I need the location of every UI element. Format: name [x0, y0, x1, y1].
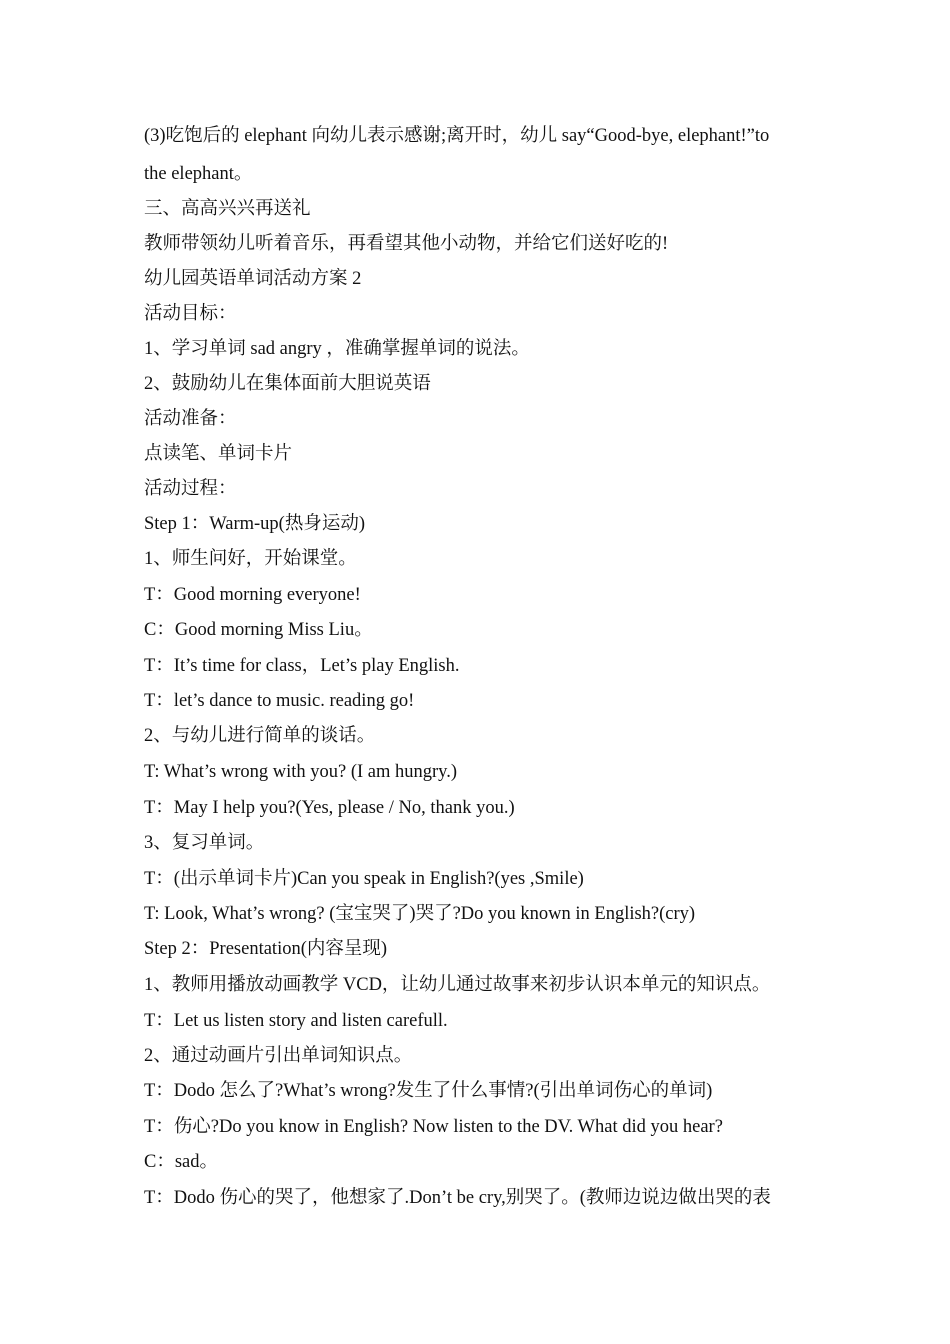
text-line: 点读笔、单词卡片 [144, 444, 293, 464]
dialogue-line: T：let’s dance to music. reading go! [144, 691, 415, 711]
step-heading: Step 1：Warm-up(热身运动) [144, 514, 365, 534]
dialogue-line: T：Good morning everyone! [144, 585, 361, 605]
text-line: 1、学习单词 sad angry ，准确掌握单词的说法。 [144, 339, 530, 359]
dialogue-line: T：(出示单词卡片)Can you speak in English?(yes ,Smile) [144, 869, 584, 889]
section-heading: 活动准备： [144, 409, 237, 429]
text-line: 1、师生问好，开始课堂。 [144, 549, 357, 569]
dialogue-line: T: What’s wrong with you? (I am hungry.) [144, 762, 458, 782]
text-line: 3、复习单词。 [144, 833, 265, 853]
text-line: 2、与幼儿进行简单的谈话。 [144, 726, 376, 746]
dialogue-line: T：It’s time for class，Let’s play English. [144, 656, 460, 676]
dialogue-line: T：伤心?Do you know in English? Now listen to the DV. What did you hear? [144, 1117, 723, 1137]
text-line: the elephant。 [144, 164, 253, 184]
section-heading: 活动过程： [144, 479, 237, 499]
text-line: (3)吃饱后的 elephant 向幼儿表示感谢;离开时，幼儿 say“Good-bye, elephant!”to [144, 126, 770, 146]
dialogue-line: T：Dodo 伤心的哭了，他想家了.Don’t be cry,别哭了。(教师边说边做出哭的表 [144, 1188, 771, 1208]
step-heading: Step 2：Presentation(内容呈现) [144, 939, 388, 959]
section-heading: 三、高高兴兴再送礼 [144, 199, 311, 219]
dialogue-line: C：Good morning Miss Liu。 [144, 620, 373, 640]
text-line: 1、教师用播放动画教学 VCD，让幼儿通过故事来初步认识本单元的知识点。 [144, 975, 771, 995]
dialogue-line: C：sad。 [144, 1152, 219, 1172]
dialogue-line: T：May I help you?(Yes, please / No, thank you.) [144, 798, 515, 818]
dialogue-line: T：Let us listen story and listen carefull. [144, 1011, 448, 1031]
plan-title: 幼儿园英语单词活动方案 2 [144, 269, 362, 289]
text-line: 2、通过动画片引出单词知识点。 [144, 1046, 413, 1066]
dialogue-line: T: Look, What’s wrong? (宝宝哭了)哭了?Do you known in English?(cry) [144, 904, 696, 924]
section-heading: 活动目标： [144, 304, 237, 324]
dialogue-line: T：Dodo 怎么了?What’s wrong?发生了什么事情?(引出单词伤心的单词) [144, 1081, 713, 1101]
text-line: 2、鼓励幼儿在集体面前大胆说英语 [144, 374, 431, 394]
text-line: 教师带领幼儿听着音乐，再看望其他小动物，并给它们送好吃的! [144, 234, 669, 254]
